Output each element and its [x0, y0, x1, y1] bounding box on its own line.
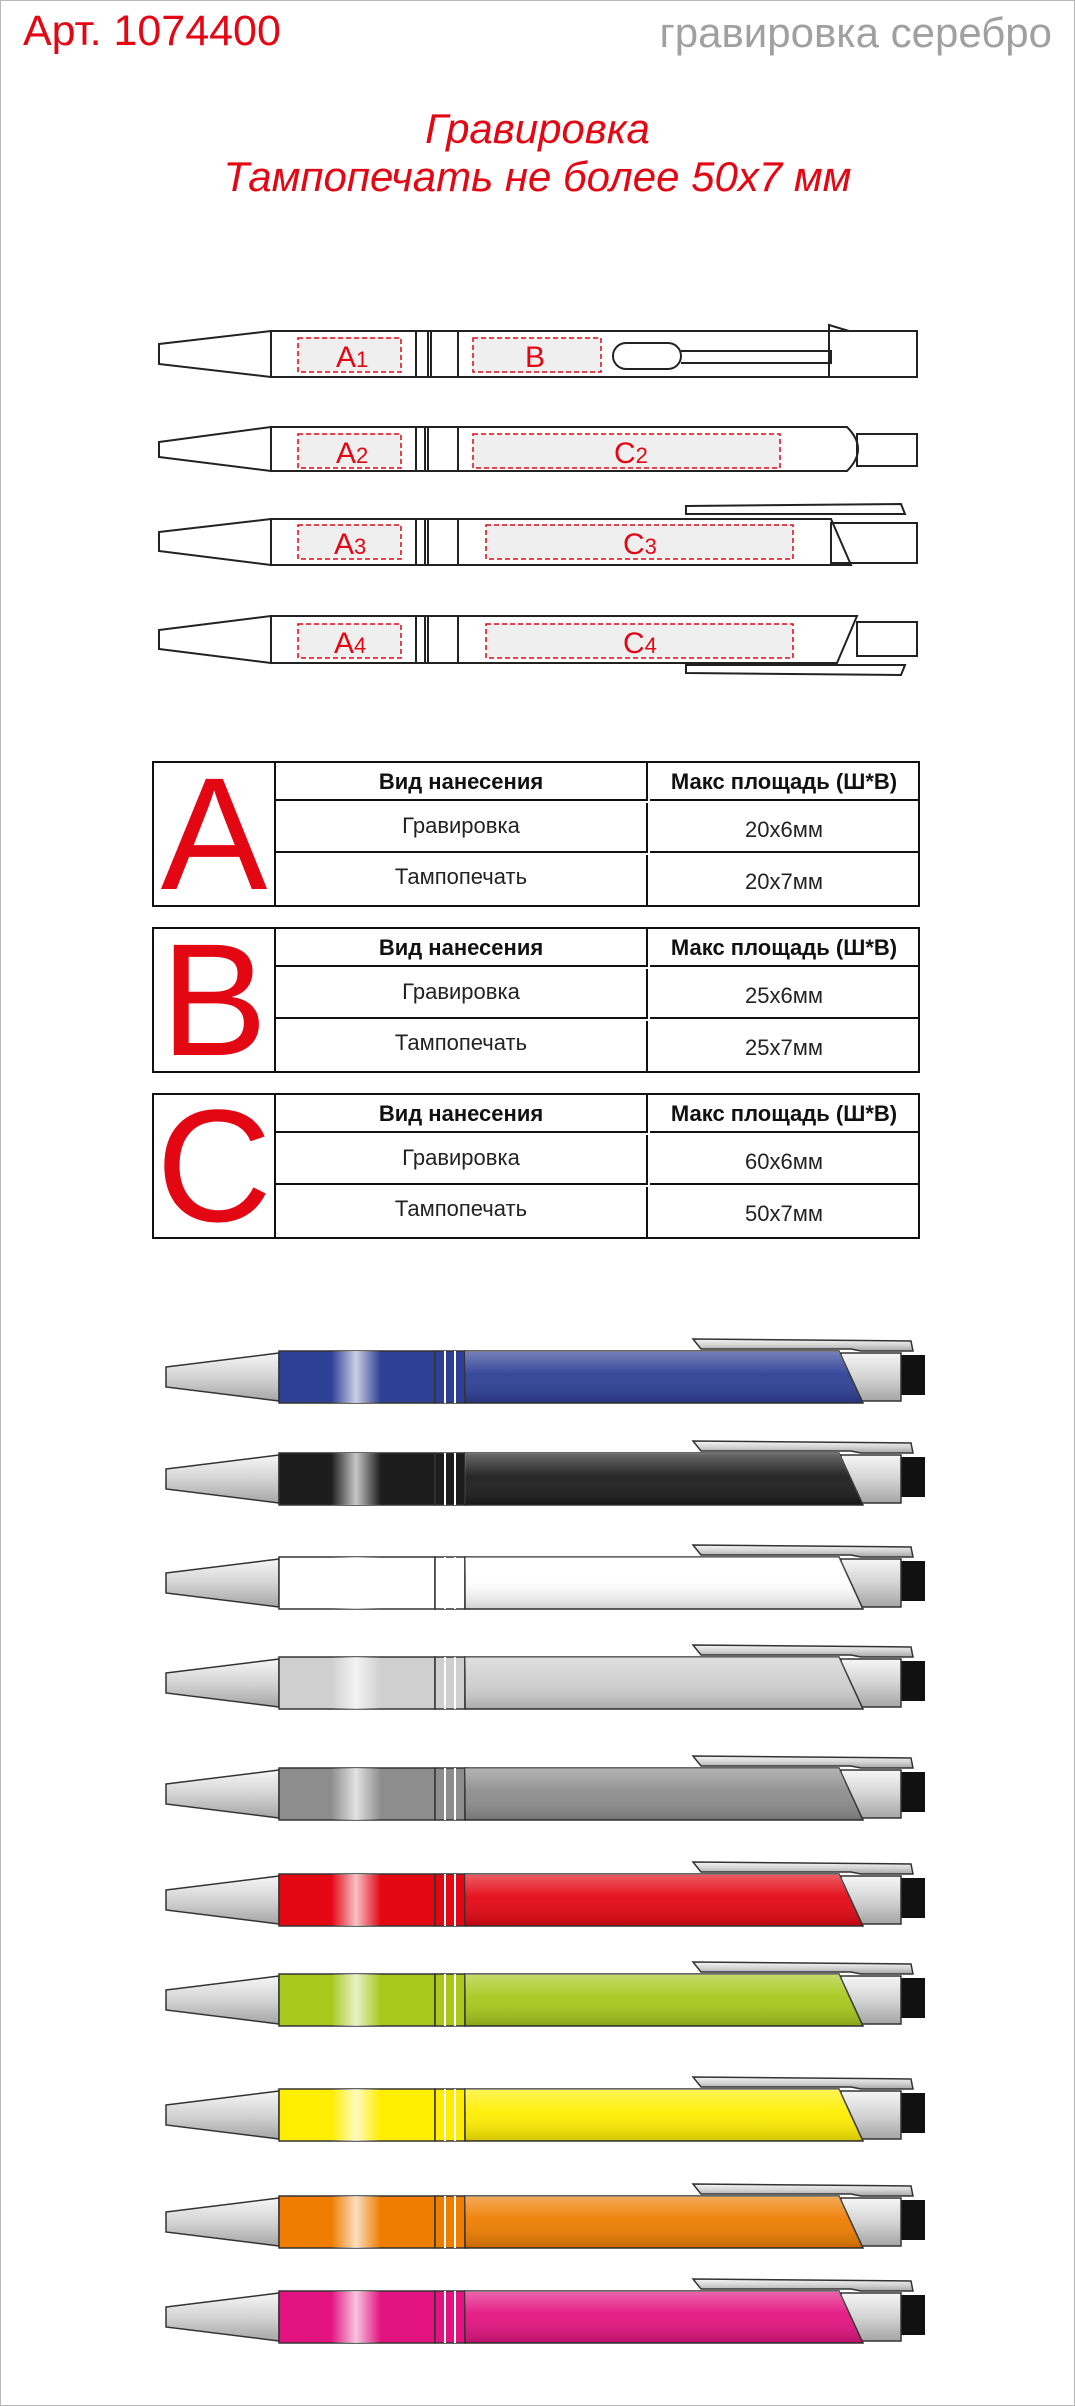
- area-cell: 20x7мм: [745, 869, 823, 894]
- zone-table-c: [152, 1076, 920, 1255]
- area-cell: 25x6мм: [650, 969, 918, 1019]
- zone-label-a3: A3: [334, 528, 367, 561]
- zone-letter: A: [154, 763, 276, 905]
- branding-zones-diagram: [1, 301, 1074, 701]
- zone-label-c2: C2: [614, 437, 648, 470]
- pen-variant-5: [166, 1756, 925, 1820]
- pen-variant-2: [166, 1441, 925, 1505]
- pen-variant-1: [166, 1339, 925, 1403]
- area-cell: 25x7мм: [745, 1035, 823, 1060]
- pen-variant-8: [166, 2077, 925, 2141]
- method-header: Вид нанесения: [276, 1095, 648, 1133]
- zone-table-b: [152, 910, 920, 1089]
- method-cell: Гравировка: [276, 969, 648, 1019]
- method-cell: Тампопечать: [276, 1187, 648, 1237]
- pen-variant-9: [166, 2184, 925, 2248]
- area-cell: 20x6мм: [650, 803, 918, 853]
- method-cell: Тампопечать: [276, 855, 648, 905]
- article-number: Арт. 1074400: [23, 7, 281, 55]
- area-cell: 60x6мм: [650, 1135, 918, 1185]
- method-cell: Гравировка: [276, 1135, 648, 1185]
- area-header: Макс площадь (Ш*В): [650, 763, 918, 801]
- zone-table-a: [152, 744, 920, 923]
- zone-letter: C: [154, 1095, 276, 1237]
- pen-variant-7: [166, 1962, 925, 2026]
- zone-label-a2: A2: [336, 437, 369, 470]
- area-header: Макс площадь (Ш*В): [650, 929, 918, 967]
- method-cell: Тампопечать: [276, 1021, 648, 1071]
- branding-limit-heading: Тампопечать не более 50x7 мм: [223, 153, 852, 200]
- pen-color-variants: [1, 1301, 1074, 2405]
- pen-variant-10: [166, 2279, 925, 2343]
- branding-method-heading: Гравировка: [425, 105, 650, 152]
- zone-label-b: B: [525, 341, 546, 374]
- zone-label-c3: C3: [623, 528, 657, 561]
- method-header: Вид нанесения: [276, 929, 648, 967]
- finish-label: гравировка серебро: [659, 9, 1052, 56]
- area-cell: 50x7мм: [745, 1201, 823, 1226]
- method-cell: Гравировка: [276, 803, 648, 853]
- pen-variant-3: [166, 1545, 925, 1609]
- zone-label-a4: A4: [334, 627, 367, 660]
- zone-letter: B: [154, 929, 276, 1071]
- method-header: Вид нанесения: [276, 763, 648, 801]
- pen-variant-6: [166, 1862, 925, 1926]
- area-header: Макс площадь (Ш*В): [650, 1095, 918, 1133]
- zone-label-c4: C4: [623, 627, 657, 660]
- pen-variant-4: [166, 1645, 925, 1709]
- zone-label-a1: A1: [336, 341, 369, 374]
